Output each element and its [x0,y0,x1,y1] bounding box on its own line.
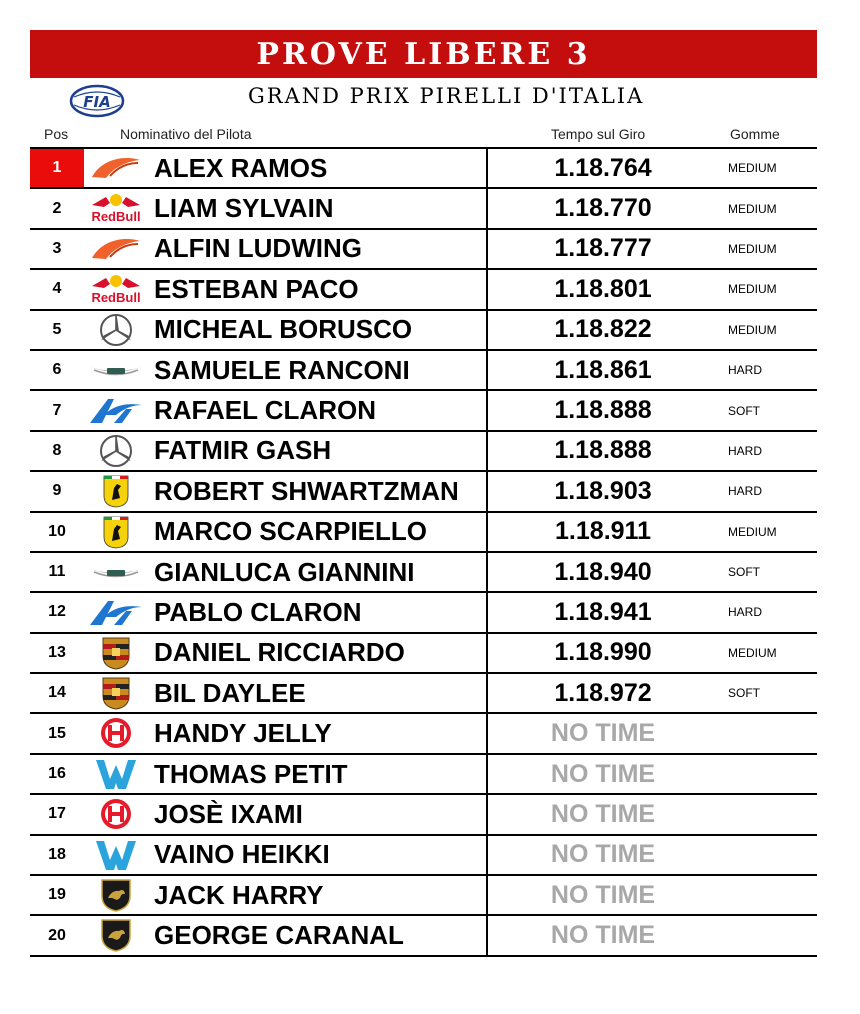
position-cell: 11 [48,563,66,581]
position-cell: 7 [52,401,62,419]
lap-time: 1.18.940 [554,557,652,586]
redbull-logo-icon [88,191,144,225]
table-row [30,836,817,876]
porsche-logo-icon [88,676,144,710]
column-divider [486,351,488,389]
ferrari-logo-icon [88,515,144,549]
column-divider [486,876,488,914]
position-cell: 2 [52,199,62,217]
tyre-compound: SOFT [728,686,760,701]
column-divider [486,634,488,672]
lap-time: 1.18.888 [554,436,652,465]
lap-time: NO TIME [550,840,656,869]
lap-time: 1.18.972 [554,678,652,707]
position-cell: 17 [48,805,66,823]
driver-name: JACK HARRY [154,879,324,910]
team-logo-cell [88,636,144,670]
svg-text:RedBull: RedBull [91,209,141,225]
williams-logo-icon [88,838,144,872]
column-header-laptime: Tempo sul Giro [551,126,646,142]
tyre-compound: HARD [728,443,763,458]
position-cell: 3 [52,239,62,257]
table-row [30,876,817,916]
tyre-compound: MEDIUM [728,201,777,216]
driver-name: ROBERT SHWARTZMAN [154,475,459,506]
position-cell: 13 [48,643,66,661]
lap-time: 1.18.903 [554,476,652,505]
driver-name: DANIEL RICCIARDO [154,637,405,668]
position-cell: 19 [48,886,66,904]
column-divider [486,432,488,470]
table-row [30,189,817,229]
column-header-driver: Nominativo del Pilota [120,126,252,142]
tyre-compound: HARD [728,363,763,378]
astonmartin-logo-icon [88,555,144,589]
astonmartin-logo-icon [88,353,144,387]
team-logo-cell [88,393,144,427]
team-logo-cell [88,353,144,387]
position-cell: 18 [48,845,66,863]
lap-time: 1.18.770 [554,194,652,223]
lap-time: 1.18.801 [554,274,652,303]
team-logo-cell [88,434,144,468]
team-logo-cell [88,595,144,629]
column-divider [486,714,488,752]
svg-text:RedBull: RedBull [91,290,141,306]
column-header-pos: Pos [44,126,69,142]
position-cell: 4 [52,280,62,298]
driver-name: GIANLUCA GIANNINI [154,556,415,587]
position-cell: 20 [48,926,66,944]
tyre-compound: MEDIUM [728,161,777,176]
lap-time: 1.18.861 [554,355,652,384]
column-divider [486,755,488,793]
position-cell: 1 [30,149,84,187]
position-cell: 9 [52,482,62,500]
team-logo-cell [88,797,144,831]
mclaren-logo-icon [88,232,144,266]
alpine-logo-icon [88,595,144,629]
haas-logo-icon [88,716,144,750]
lap-time: 1.18.764 [554,153,652,182]
column-divider [486,916,488,954]
column-divider [486,553,488,591]
position-cell: 16 [48,765,66,783]
lap-time: NO TIME [550,759,656,788]
column-divider [486,270,488,308]
table-row [30,674,817,714]
driver-name: LIAM SYLVAIN [154,193,334,224]
event-subtitle: GRAND PRIX PIRELLI D'ITALIA [248,84,645,108]
redbull-logo-icon [88,272,144,306]
column-divider [486,593,488,631]
table-row [30,916,817,956]
position-cell: 14 [48,684,66,702]
williams-logo-icon [88,757,144,791]
team-logo-cell [88,313,144,347]
lap-time: 1.18.941 [554,597,652,626]
lamborghini-logo-icon [88,918,144,952]
driver-name: FATMIR GASH [154,435,332,466]
mercedes-logo-icon [88,313,144,347]
driver-name: PABLO CLARON [154,596,362,627]
mercedes-logo-icon [88,434,144,468]
column-divider [486,674,488,712]
table-row [30,795,817,835]
driver-name: HANDY JELLY [154,718,332,749]
driver-name: ALFIN LUDWING [154,233,362,264]
column-divider [486,836,488,874]
driver-name: THOMAS PETIT [154,758,348,789]
team-logo-cell [88,151,144,185]
lamborghini-logo-icon [88,878,144,912]
tyre-compound: MEDIUM [728,524,777,539]
title-banner [30,30,817,78]
position-cell: 15 [48,724,66,742]
lap-time: 1.18.990 [554,638,652,667]
tyre-compound: SOFT [728,403,760,418]
table-row [30,472,817,512]
driver-name: MICHEAL BORUSCO [154,314,413,345]
team-logo-cell [88,676,144,710]
lap-time: 1.18.777 [554,234,652,263]
team-logo-cell [88,474,144,508]
tyre-compound: MEDIUM [728,241,777,256]
driver-name: ESTEBAN PACO [154,273,359,304]
tyre-compound: SOFT [728,565,760,580]
table-row [30,311,817,351]
driver-name: MARCO SCARPIELLO [154,516,427,547]
team-logo-cell [88,272,144,306]
column-divider [486,472,488,510]
table-row [30,432,817,472]
table-row [30,593,817,633]
driver-name: RAFAEL CLARON [154,395,376,426]
team-logo-cell [88,555,144,589]
team-logo-cell [88,838,144,872]
position-cell: 8 [52,441,62,459]
tyre-compound: HARD [728,605,763,620]
column-divider [486,189,488,227]
column-divider [486,513,488,551]
column-divider [486,391,488,429]
driver-name: BIL DAYLEE [154,677,306,708]
mclaren-logo-icon [88,151,144,185]
column-divider [486,795,488,833]
tyre-compound: MEDIUM [728,645,777,660]
table-row [30,553,817,593]
table-row [30,634,817,674]
team-logo-cell [88,878,144,912]
position-cell: 6 [52,361,62,379]
position-cell: 5 [52,320,62,338]
position-cell: 12 [48,603,66,621]
table-row [30,230,817,270]
fia-logo-icon [68,84,126,118]
page-title: PROVE LIBERE 3 [256,36,591,72]
column-divider [486,230,488,268]
table-row [30,270,817,310]
table-row [30,149,817,189]
alpine-logo-icon [88,393,144,427]
lap-time: NO TIME [550,719,656,748]
team-logo-cell [88,191,144,225]
haas-logo-icon [88,797,144,831]
table-row [30,513,817,553]
lap-time: 1.18.888 [554,396,652,425]
table-row [30,755,817,795]
tyre-compound: HARD [728,484,763,499]
driver-name: GEORGE CARANAL [154,920,404,951]
lap-time: NO TIME [550,799,656,828]
lap-time: 1.18.822 [554,315,652,344]
position-cell: 10 [48,522,66,540]
lap-time: NO TIME [550,921,656,950]
lap-time: 1.18.911 [555,517,651,546]
team-logo-cell [88,757,144,791]
tyre-compound: MEDIUM [728,282,777,297]
team-logo-cell [88,918,144,952]
team-logo-cell [88,716,144,750]
driver-name: VAINO HEIKKI [154,839,330,870]
ferrari-logo-icon [88,474,144,508]
results-table [30,147,817,957]
fia-logo-text: FIA [83,93,111,111]
driver-name: JOSÈ IXAMI [154,798,303,829]
lap-time: NO TIME [550,880,656,909]
column-divider [486,311,488,349]
tyre-compound: MEDIUM [728,322,777,337]
table-row [30,714,817,754]
team-logo-cell [88,232,144,266]
driver-name: ALEX RAMOS [154,152,328,183]
driver-name: SAMUELE RANCONI [154,354,410,385]
column-header-tyres: Gomme [730,126,780,142]
table-row [30,391,817,431]
porsche-logo-icon [88,636,144,670]
table-row [30,351,817,391]
column-divider [486,149,488,187]
team-logo-cell [88,515,144,549]
